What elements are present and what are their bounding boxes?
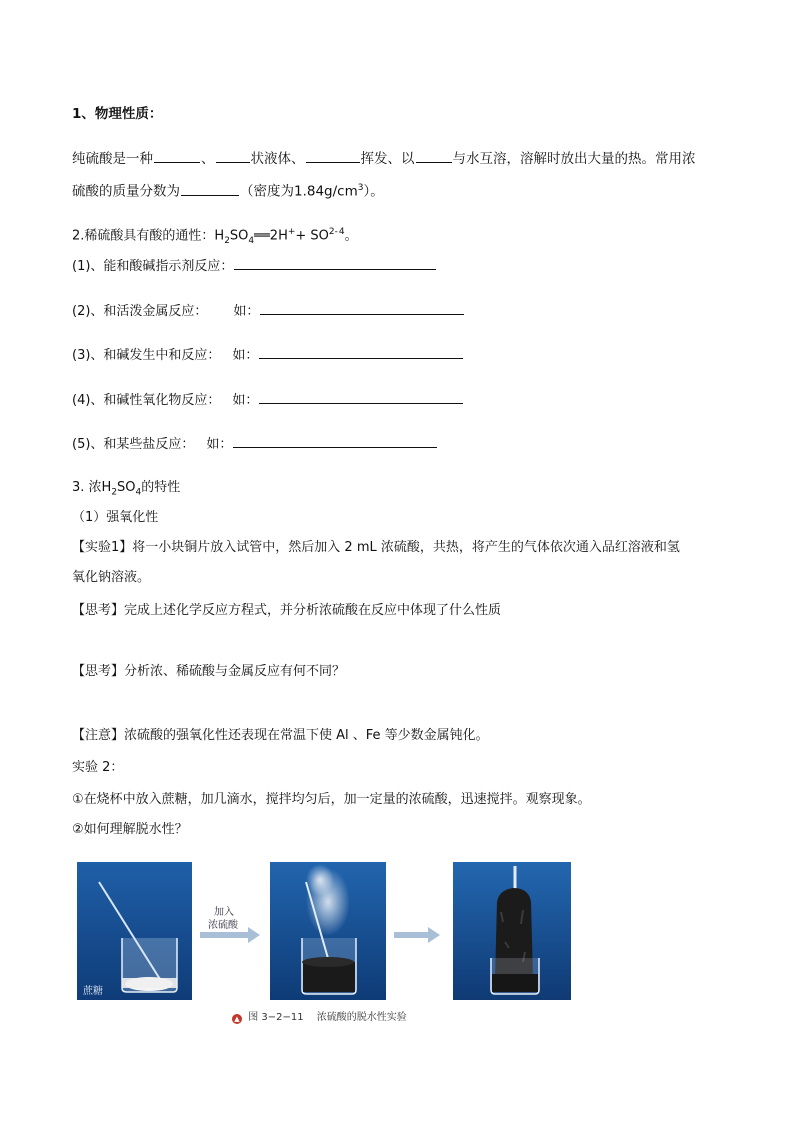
blank-line xyxy=(306,148,360,163)
photo-sucrose-beaker xyxy=(77,862,192,1000)
superscript: 4 xyxy=(338,227,345,237)
figure-caption xyxy=(232,1011,407,1025)
answer-blank xyxy=(259,389,463,404)
item-prefix: 如： xyxy=(232,393,259,408)
text-segment: 3. 浓H xyxy=(72,480,112,495)
subscript: 4 xyxy=(135,487,142,498)
item-label: (1)、能和酸碱指示剂反应： xyxy=(72,259,234,274)
tag-label: 【注意】 xyxy=(72,728,125,743)
tag-label: 【思考】 xyxy=(72,603,125,618)
text-segment: 纯硫酸是一种 xyxy=(72,151,153,167)
item-label: (2)、和活泼金属反应： xyxy=(72,304,208,319)
text-segment: 的特性 xyxy=(141,480,181,495)
think-1 xyxy=(72,601,501,620)
text-segment: ══2H xyxy=(254,228,288,244)
caption-text: 浓硫酸的脱水性实验 xyxy=(316,1012,407,1023)
text-segment: SO xyxy=(229,228,249,244)
text-segment: 浓硫酸的强氧化性还表现在常温下使 Al 、Fe 等少数金属钝化。 xyxy=(124,728,489,743)
subscript: 2 xyxy=(111,487,118,498)
item-label: (5)、和某些盐反应： xyxy=(72,437,195,452)
arrow-label-1: 加入 xyxy=(214,907,234,918)
reaction-item-2 xyxy=(72,300,465,321)
note xyxy=(72,726,489,745)
text-segment: 、 xyxy=(201,151,215,167)
section2-heading xyxy=(72,223,358,251)
text-segment: 挥发、以 xyxy=(360,151,415,167)
experiment1-line1 xyxy=(72,538,680,557)
item-prefix: 如： xyxy=(206,437,233,452)
text-segment: 2.稀硫酸具有酸的通性：H xyxy=(72,228,225,244)
text-segment: + SO xyxy=(295,228,329,244)
photo-acid-added xyxy=(270,862,386,1000)
text-segment: 。 xyxy=(344,228,358,244)
section1-line1 xyxy=(72,148,696,169)
sucrose-label: 蔗糖 xyxy=(83,986,103,997)
text-segment: 分析浓、稀硫酸与金属反应有何不同？ xyxy=(124,664,346,679)
text-segment: 硫酸的质量分数为 xyxy=(72,183,180,200)
blank-line xyxy=(216,148,250,163)
answer-blank xyxy=(234,255,436,270)
think-2 xyxy=(72,662,345,681)
text-segment: 完成上述化学反应方程式，并分析浓硫酸在反应中体现了什么性质 xyxy=(124,603,502,618)
section1-heading: 1、物理性质： xyxy=(72,106,163,122)
section3-heading xyxy=(72,478,180,503)
subsection-oxidizing: （1）强氧化性 xyxy=(72,510,159,525)
answer-blank xyxy=(260,300,464,315)
experiment1-line2: 氧化钠溶液。 xyxy=(72,570,151,585)
item-label: (3)、和碱发生中和反应： xyxy=(72,348,221,363)
photo-carbon-column xyxy=(453,862,571,1000)
answer-blank xyxy=(259,344,463,359)
reaction-item-3 xyxy=(72,344,464,365)
blank-line xyxy=(154,148,200,163)
item-prefix: 如： xyxy=(232,348,259,363)
experiment2-step2: ②如何理解脱水性？ xyxy=(72,822,188,837)
caption-number: 图 3−2−11 xyxy=(248,1012,304,1023)
text-segment: （密度为1.84g/cm xyxy=(240,183,358,200)
answer-blank xyxy=(233,433,437,448)
tag-label: 【思考】 xyxy=(72,664,125,679)
item-prefix: 如： xyxy=(233,304,260,319)
blank-line xyxy=(416,148,452,163)
reaction-item-1 xyxy=(72,255,437,276)
subscript: 4 xyxy=(248,235,255,246)
superscript: 2- xyxy=(328,227,338,237)
text-segment: 与水互溶，溶解时放出大量的热。常用浓 xyxy=(452,151,696,167)
arrow-next xyxy=(394,925,444,945)
superscript: 3 xyxy=(357,183,364,193)
experiment2-step1: ①在烧杯中放入蔗糖，加几滴水，搅拌均匀后，加一定量的浓硫酸，迅速搅拌。观察现象。 xyxy=(72,792,591,807)
superscript: + xyxy=(287,227,296,237)
arrow-label-2: 浓硫酸 xyxy=(208,920,238,931)
caption-triangle-icon: ▲ xyxy=(232,1014,242,1024)
reaction-item-4 xyxy=(72,389,464,410)
text-segment: ）。 xyxy=(363,183,384,200)
section1-line2 xyxy=(72,178,384,202)
text-segment: 状液体、 xyxy=(250,151,305,167)
reaction-item-5 xyxy=(72,433,438,454)
item-label: (4)、和碱性氧化物反应： xyxy=(72,393,221,408)
experiment2-title: 实验 2： xyxy=(72,760,124,775)
text-segment: SO xyxy=(117,480,136,495)
tag-label: 【实验1】 xyxy=(72,540,133,555)
text-segment: 将一小块铜片放入试管中，然后加入 2 mL 浓硫酸，共热，将产生的气体依次通入品红溶液和氢 xyxy=(132,540,680,555)
blank-line xyxy=(181,181,239,196)
subscript: 2 xyxy=(224,235,230,246)
